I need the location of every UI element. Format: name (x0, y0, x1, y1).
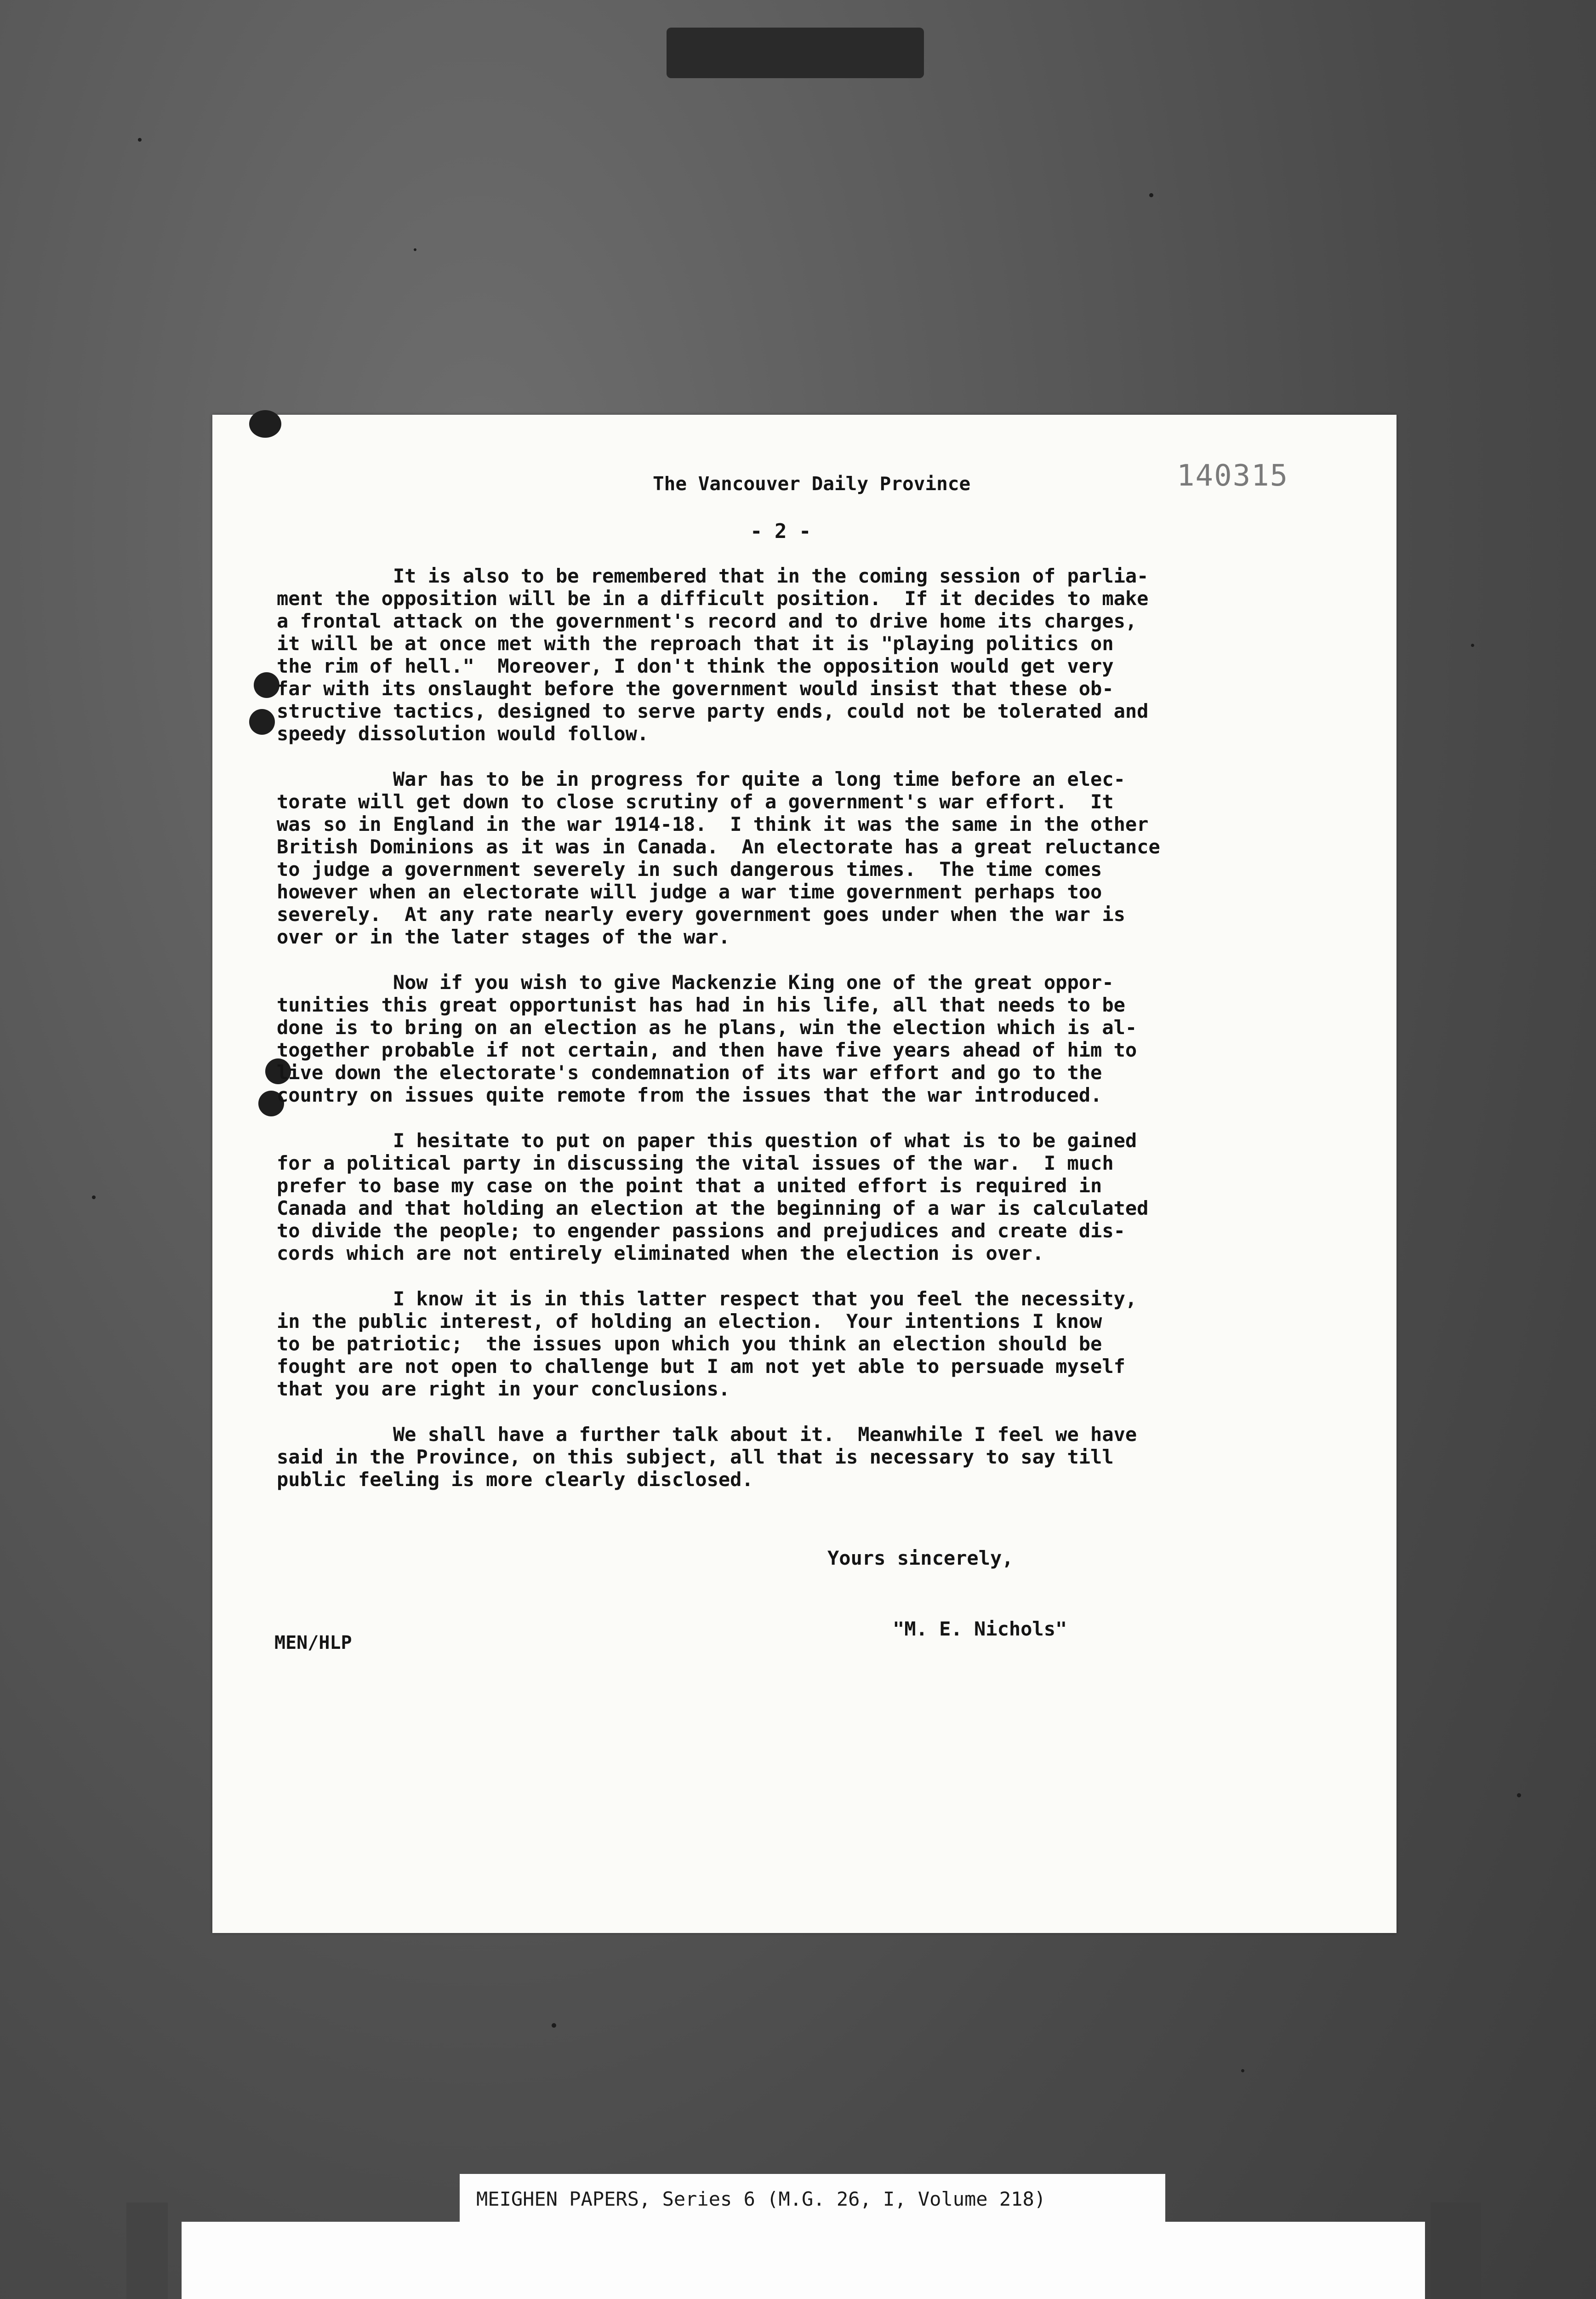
ink-blot (249, 410, 281, 438)
closing: Yours sincerely, (827, 1547, 1014, 1569)
paragraph: It is also to be remembered that in the coming session of parlia- ment the opposition will be in a difficult position. If it decides to make a frontal attack on the government's record and to drive home its charges, it will be at once met with the reproach that it is "playing politics on the rim of hell." Moreover, I don't think the opposition would get very far with its onslaught before the government would insist that these ob- structive tactics, designed to serve party ends, could not be tolerated and speedy dissolution would follow. (277, 565, 1149, 745)
letter-body (277, 565, 1408, 1514)
punch-hole (249, 709, 275, 735)
page-number: - 2 - (750, 520, 811, 543)
paragraph: War has to be in progress for quite a long time before an elec- torate will get down to close scrutiny of a government's war effort. It was so in England in the war 1914-18. I think it was the same in the other British Dominions as it was in Canada. An electorate has a great reluctance to judge a government severely in such dangerous times. The time comes however when an electorate will judge a war time government perhaps too severely. At any rate nearly every government goes under when the war is over or in the later stages of the war. (277, 768, 1160, 948)
card-edge (1431, 2202, 1481, 2299)
paragraph: I know it is in this latter respect that you feel the necessity, in the public interest, of holding an election. Your intentions I know to be patriotic; the issues upon which you think an election should be fought are not open to challenge but I am not yet able to persuade myself that you are right in your conclusions. (277, 1287, 1137, 1400)
letter-page (212, 415, 1396, 1933)
speck (1149, 193, 1153, 197)
speck (1471, 644, 1474, 647)
speck (552, 2023, 556, 2028)
typist-initials: MEN/HLP (274, 1632, 352, 1653)
signature: "M. E. Nichols" (893, 1618, 1067, 1640)
paragraph: Now if you wish to give Mackenzie King one of the great oppor- tunities this great opportunist has had in his life, all that needs to be done is to bring on an election as he plans, win the election which is al- together probable if not certain, and then have five years ahead of him to live down the electorate's condemnation of its war effort and go to the country on issues quite remote from the issues that the war introduced. (277, 971, 1137, 1106)
speck (414, 248, 416, 251)
speck (1517, 1793, 1521, 1797)
series-label: MEIGHEN PAPERS, Series 6 (M.G. 26, I, Volume 218) (460, 2174, 1165, 2225)
speck (92, 1195, 96, 1199)
speck (138, 138, 142, 142)
card-edge (126, 2202, 168, 2299)
paragraph: We shall have a further talk about it. Meanwhile I feel we have said in the Province, on this subject, all that is necessary to say till public feeling is more clearly disclosed. (277, 1423, 1137, 1491)
letter-header: The Vancouver Daily Province (653, 473, 971, 495)
archive-card (182, 2222, 1425, 2299)
binder-clip (667, 28, 924, 78)
paragraph: I hesitate to put on paper this question of what is to be gained for a political party in discussing the vital issues of the war. I much prefer to base my case on the point that a united effort is required in Canada and that holding an election at the beginning of a war is calculated to divide the people; to engender passions and prejudices and create dis- cords which are not entirely eliminated when the election is over. (277, 1129, 1149, 1264)
punch-hole (254, 672, 279, 698)
document-ref-number: 140315 (1177, 459, 1289, 493)
speck (1241, 2069, 1244, 2072)
